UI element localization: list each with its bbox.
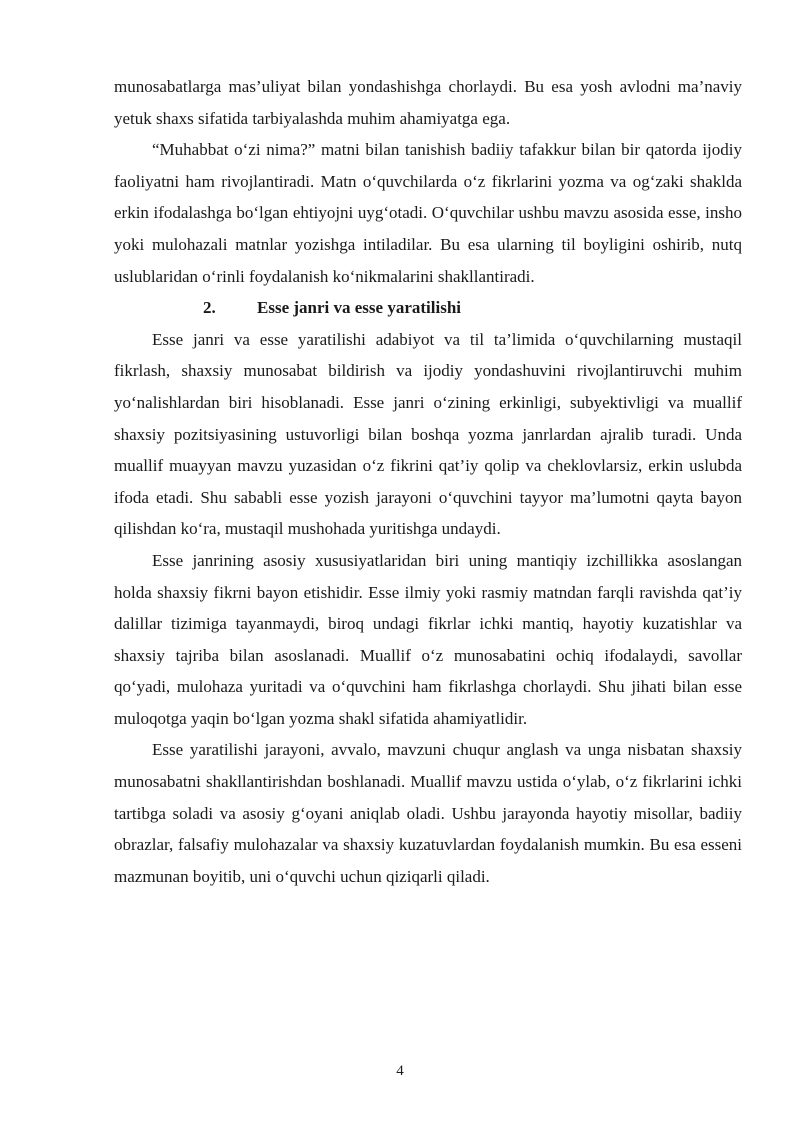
section-heading	[114, 292, 742, 324]
paragraph-esse-process: Esse yaratilishi jarayoni, avvalo, mavzuni chuqur anglash va unga nisbatan shaxsiy munosabatni shakllantirishdan boshlanadi. Muallif mavzu ustida o‘ylab, o‘z fikrlarini ichki tartibga soladi va asosiy g‘oyani aniqlab oladi. Ushbu jarayonda hayotiy misollar, badiiy obrazlar, falsafiy mulohazalar va shaxsiy kuzatuvlardan foydalanish mumkin. Bu esa esseni mazmunan boyitib, uni o‘quvchi uchun qiziqarli qiladi.	[114, 740, 742, 886]
paragraph-esse-intro: Esse janri va esse yaratilishi adabiyot va til ta’limida o‘quvchilarning mustaqil fikrlash, shaxsiy munosabat bildirish va ijodiy yondashuvini rivojlantiruvchi muhim yo‘nalishlardan biri hisoblanadi. Esse janri o‘zining erkinligi, subyektivligi va muallif shaxsiy pozitsiyasining ustuvorligi bilan boshqa yozma janrlardan ajralib turadi. Unda muallif muayyan mavzu yuzasidan o‘z fikrini qat’iy qolip va cheklovlarsiz, erkin uslubda ifoda etadi. Shu sababli esse yozish jarayoni o‘quvchini tayyor ma’lumotni qayta bayon qilishdan ko‘ra, mustaqil mushohada yuritishga undaydi.	[114, 329, 742, 539]
document-body	[114, 71, 742, 892]
section-title: Esse janri va esse yaratilishi	[257, 298, 461, 318]
section-number: 2.	[203, 298, 216, 318]
paragraph-continuation: munosabatlarga mas’uliyat bilan yondashishga chorlaydi. Bu esa yosh avlodni ma’naviy yetuk shaxs sifatida tarbiyalashda muhim ahamiyatga ega.	[114, 77, 742, 128]
page-number: 4	[396, 1063, 404, 1079]
paragraph-esse-features: Esse janrining asosiy xususiyatlaridan biri uning mantiqiy izchillikka asoslangan holda shaxsiy fikrni bayon etishidir. Esse ilmiy yoki rasmiy matndan farqli ravishda qat’iy dalillar tizimiga tayanmaydi, biroq undagi fikrlar ichki mantiq, hayotiy kuzatishlar va shaxsiy tajriba bilan asoslanadi. Muallif o‘z munosabatini ochiq ifodalaydi, savollar qo‘yadi, mulohaza yuritadi va o‘quvchini ham fikrlashga chorlaydi. Shu jihati bilan esse muloqotga yaqin bo‘lgan yozma shakl sifatida ahamiyatlidir.	[114, 550, 742, 728]
paragraph-muhabbat-text: “Muhabbat o‘zi nima?” matni bilan tanishish badiiy tafakkur bilan bir qatorda ijodiy faoliyatni ham rivojlantiradi. Matn o‘quvchilarda o‘z fikrlarini yozma va og‘zaki shaklda erkin ifodalashga bo‘lgan ehtiyojni uyg‘otadi. O‘quvchilar ushbu mavzu asosida esse, insho yoki mulohazali matnlar yozishga intiladilar. Bu esa ularning til boyligini oshirib, nutq uslublaridan o‘rinli foydalanish ko‘nikmalarini shakllantiradi.	[114, 140, 742, 286]
